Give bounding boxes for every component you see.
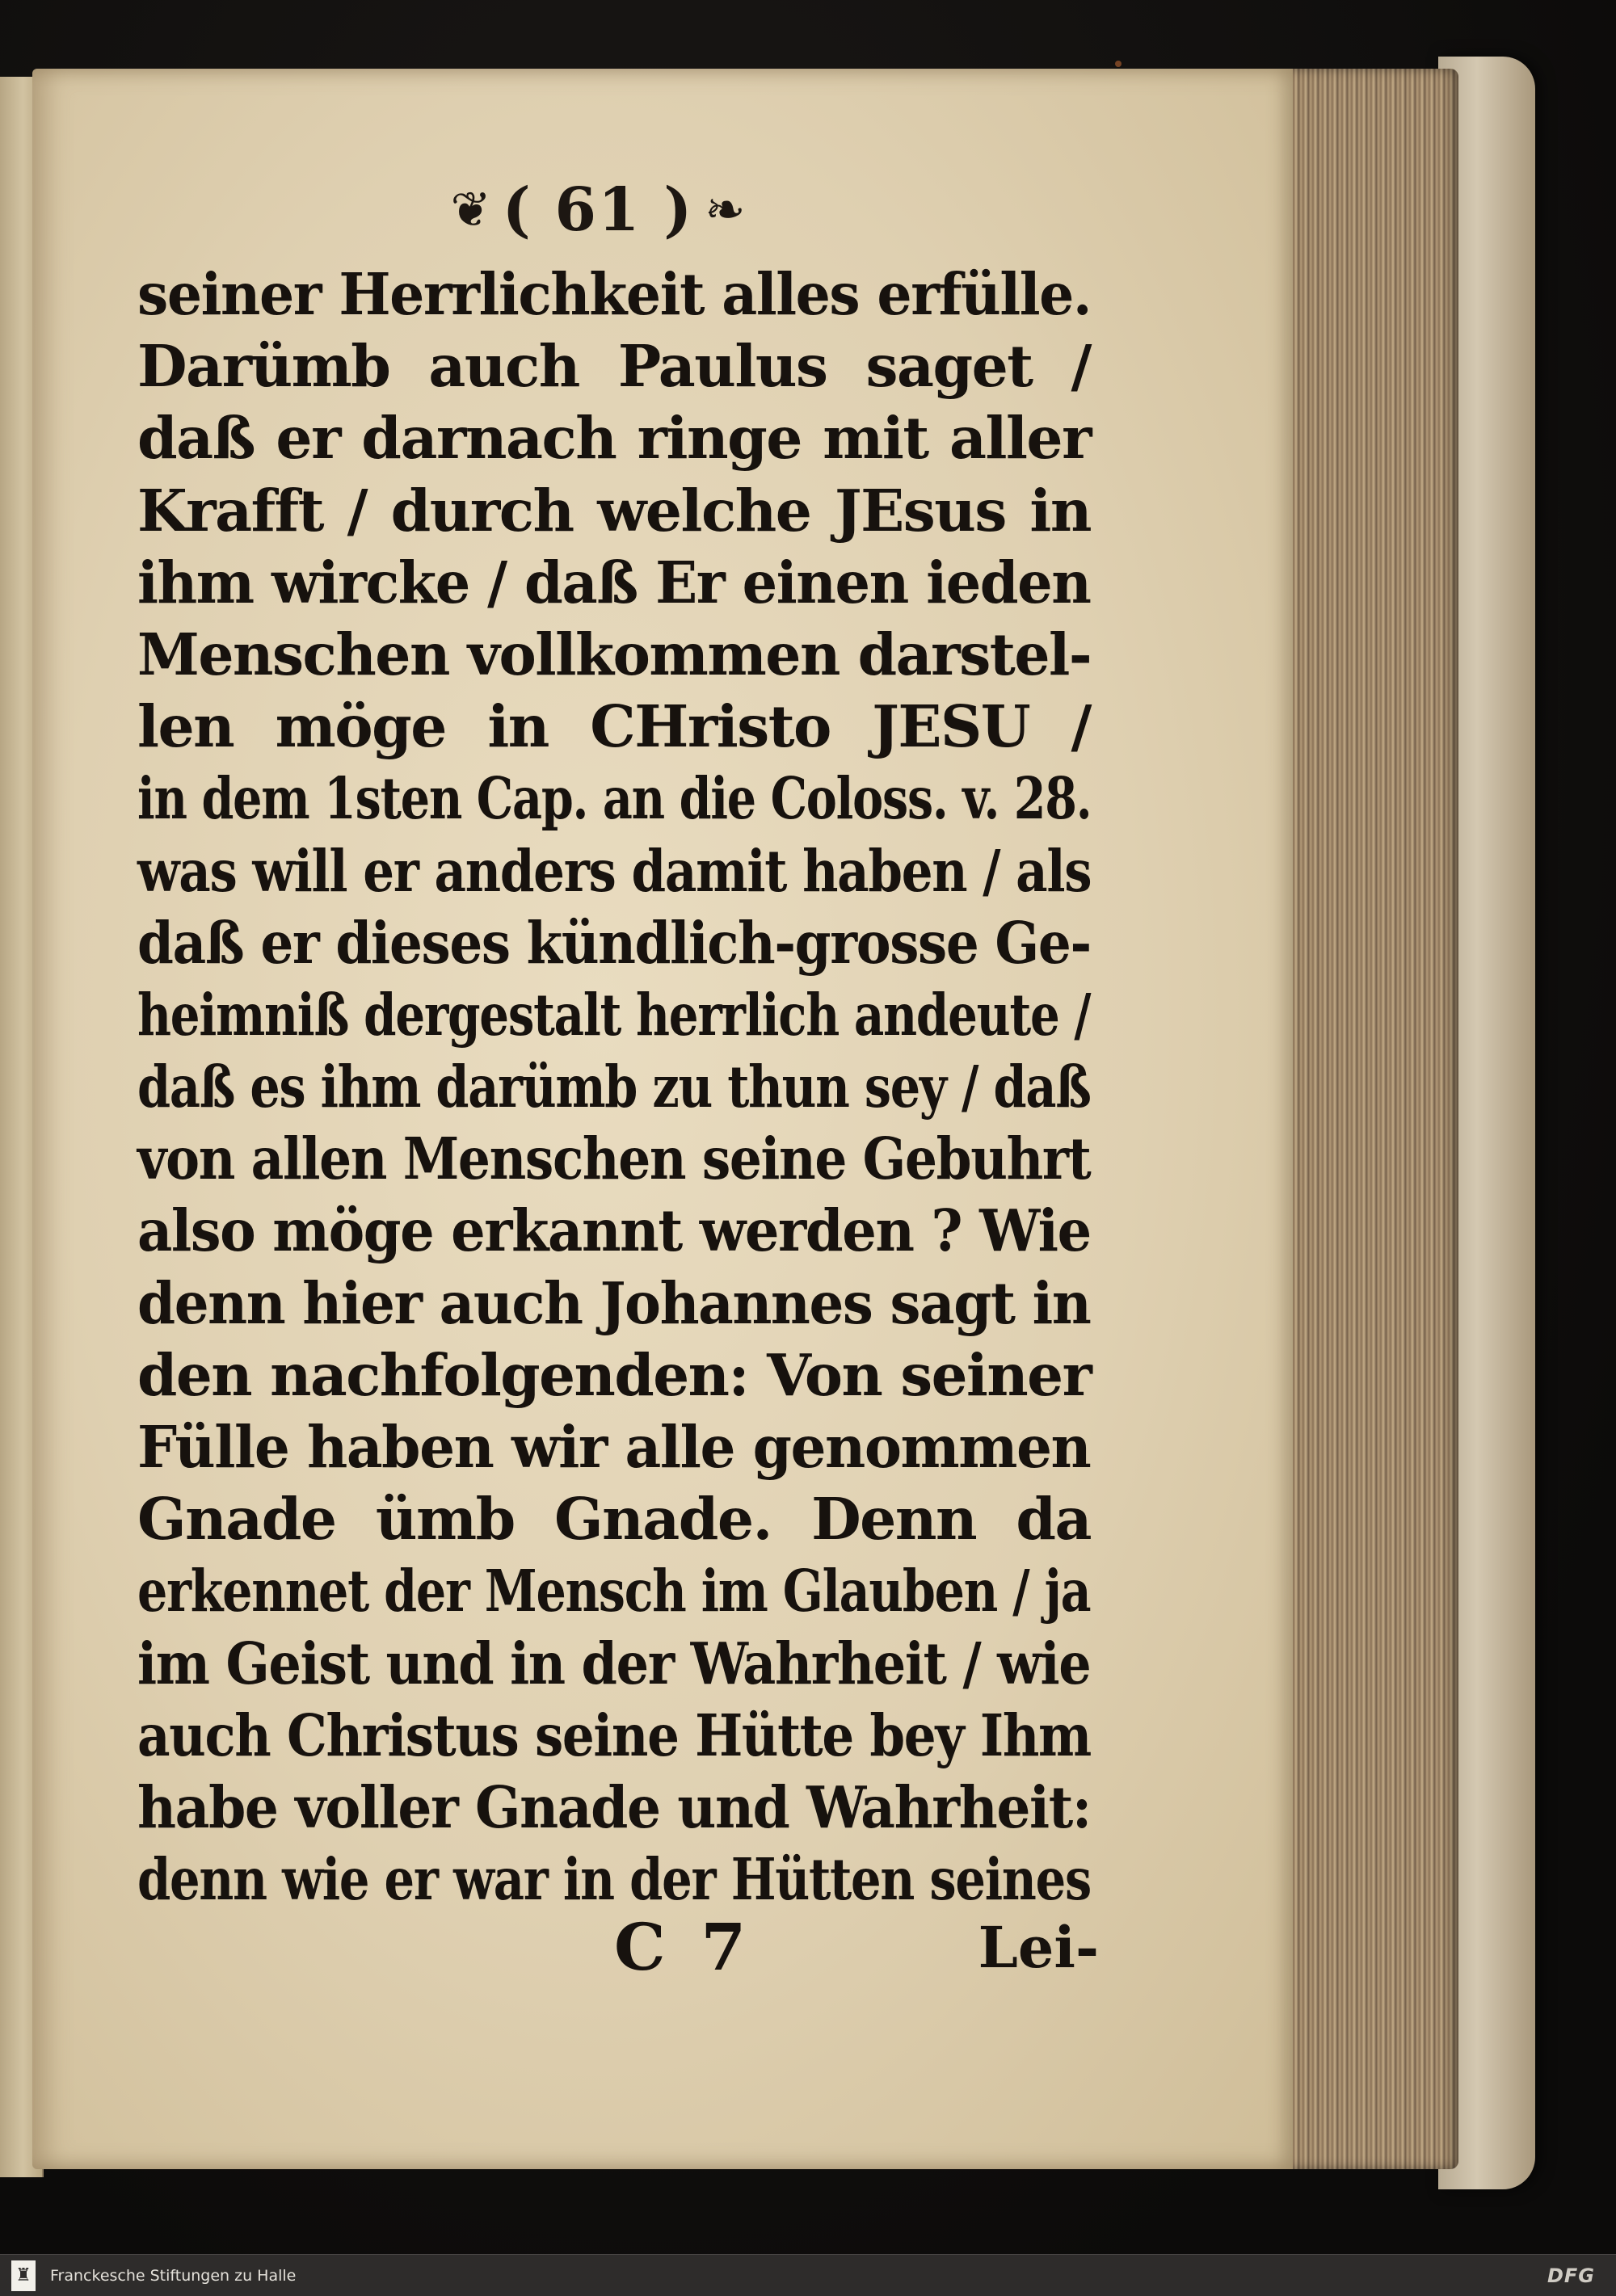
paper-stain [1115,61,1122,67]
institution-name: Franckesche Stiftungen zu Halle [50,2266,297,2285]
text-line: auch Christus seine Hütte bey Ihm [137,1701,1091,1769]
signature-mark: C 7 [614,1909,753,1985]
text-line: Krafft / durch welche JEsus in [137,476,1091,545]
text-line: habe voller Gnade und Wahrheit: [137,1772,1091,1841]
text-line: Darümb auch Paulus saget / [137,332,1091,401]
page-footer [614,1907,1099,1987]
text-line: also möge erkannt werden ? Wie [137,1196,1091,1265]
text-line: Gnade ümb Gnade. Denn da [137,1485,1091,1554]
text-line: denn wie er war in der Hütten seines [137,1845,1091,1914]
text-line: was will er anders damit haben / als [137,836,1092,905]
text-line: Menschen vollkommen darstel- [137,620,1092,688]
text-line: denn hier auch Johannes sagt in [137,1268,1091,1337]
institution-logo-icon: ♜ [11,2260,36,2291]
text-line: heimniß dergestalt herrlich andeute / [137,980,1091,1049]
text-line: daß er darnach ringe mit aller [137,404,1091,473]
text-line: erkennet der Mensch im Glauben / ja [137,1557,1091,1625]
ornament-left-icon: ❦ [450,182,491,238]
text-line: len möge in CHristo JESU / [137,692,1091,761]
page-number: ( 61 ) [502,175,694,245]
text-line: seiner Herrlichkeit alles erfülle. [137,260,1092,328]
text-line: den nachfolgenden: Von seiner [137,1340,1092,1409]
text-line: Fülle haben wir alle genommen [137,1413,1091,1481]
text-line: ihm wircke / daß Er einen ieden [137,548,1091,616]
text-line: von allen Menschen seine Gebuhrt [137,1125,1091,1193]
page-header [372,166,824,254]
text-line: daß er dieses kündlich-grosse Ge- [137,908,1091,977]
text-line: in dem 1sten Cap. an die Coloss. v. 28. [137,764,1092,833]
catchword: Lei- [978,1913,1099,1981]
text-line: daß es ihm darümb zu thun sey / daß [137,1053,1091,1121]
funder-logo: DFG [1547,2264,1595,2287]
body-text [137,259,1091,1915]
institution-bar [0,2254,1616,2296]
ornament-right-icon: ❧ [705,182,746,238]
text-line: im Geist und in der Wahrheit / wie [137,1629,1091,1697]
